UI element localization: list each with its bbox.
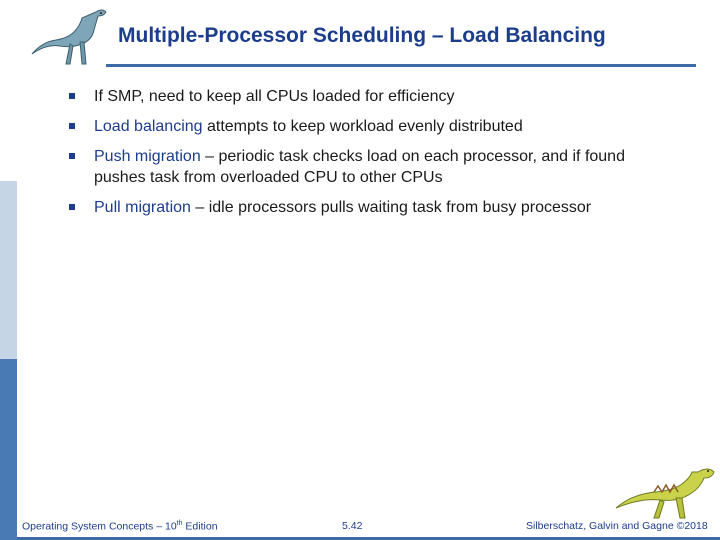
slide-title: Multiple-Processor Scheduling – Load Balancing bbox=[118, 24, 606, 47]
bullet-item bbox=[67, 146, 667, 188]
bullet-square-icon bbox=[69, 204, 75, 210]
bullet-square-icon bbox=[69, 93, 75, 99]
title-underline bbox=[106, 64, 696, 67]
bullet-square-icon bbox=[69, 153, 75, 159]
sidebar-bottom-band bbox=[0, 359, 17, 540]
dinosaur-logo-icon bbox=[26, 4, 110, 70]
dinosaur-logo-icon bbox=[614, 462, 718, 522]
footer-copyright: Silberschatz, Galvin and Gagne ©2018 bbox=[526, 520, 708, 532]
left-sidebar bbox=[0, 0, 17, 540]
bullet-item bbox=[67, 197, 667, 218]
footer-book-title bbox=[22, 520, 218, 533]
footer-book-sup: th bbox=[176, 520, 183, 527]
bullet-item bbox=[67, 116, 667, 137]
bullet-list bbox=[67, 86, 667, 227]
footer-page-number: 5.42 bbox=[342, 520, 363, 532]
sidebar-middle-band bbox=[0, 181, 17, 359]
bullet-item bbox=[67, 86, 667, 107]
bullet-text: If SMP, need to keep all CPUs loaded for efficiency bbox=[94, 88, 455, 105]
bullet-text: – periodic task checks load on each processor, and if found pushes task from overloaded CPU to other CPUs bbox=[94, 148, 625, 186]
bullet-term: Push migration bbox=[94, 148, 201, 165]
bullet-term: Pull migration bbox=[94, 199, 191, 216]
bullet-text: – idle processors pulls waiting task from busy processor bbox=[190, 199, 592, 216]
bullet-text: attempts to keep workload evenly distributed bbox=[202, 118, 523, 135]
footer-book-suffix: Edition bbox=[182, 520, 218, 533]
footer-book-prefix: Operating System Concepts – 10 bbox=[22, 520, 177, 533]
bullet-square-icon bbox=[69, 123, 75, 129]
bullet-term: Load balancing bbox=[94, 118, 203, 135]
sidebar-top-band bbox=[0, 0, 17, 181]
